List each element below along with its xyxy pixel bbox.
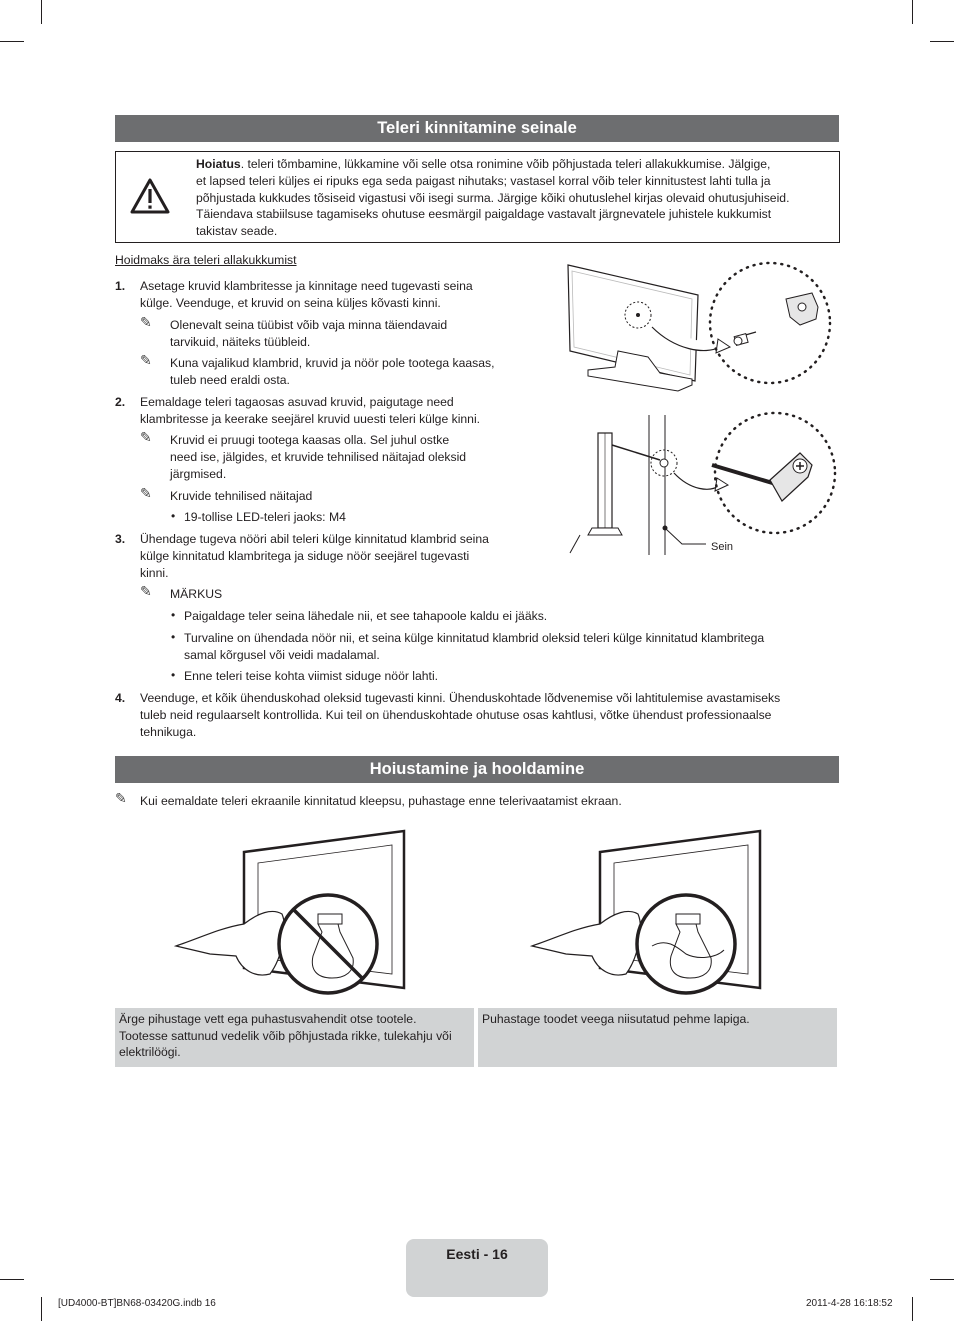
step-3-line: Ühendage tugeva nööri abil teleri külge kinnitatud klambrid seina [140, 532, 489, 546]
step-4-line: tehnikuga. [140, 725, 197, 739]
crop-mark [0, 1279, 24, 1280]
note-line: järgmised. [170, 467, 227, 481]
crop-mark [930, 41, 954, 42]
section-title-wall-mount: Teleri kinnitamine seinale [115, 115, 839, 142]
bullet-text: Enne teleri teise kohta viimist siduge nöör lahti. [184, 669, 439, 683]
step-1-line: Asetage kruvid klambritesse ja kinnitage need tugevasti seina [140, 279, 473, 293]
bullet-text: samal kõrgusel või veidi madalamal. [184, 648, 380, 662]
date-slug: 2011-4-28 16:18:52 [806, 1298, 893, 1309]
note-line: Kuna vajalikud klambrid, kruvid ja nöör pole tootega kaasas, [170, 356, 495, 370]
bullet-text: Paigaldage teler seina lähedale nii, et see tahapoole kaldu ei jääks. [184, 609, 548, 623]
pencil-note-icon: ✎ [115, 790, 127, 806]
file-slug: [UD4000-BT]BN68-03420G.indb 16 [58, 1298, 216, 1309]
crop-mark [912, 1297, 913, 1321]
step-4-line: tuleb neid regulaarselt kontrollida. Kui teil on ühenduskohtade ohutuse osas kahtlusi, võtke ühendust professionaalse [140, 708, 772, 722]
pencil-note-icon: ✎ [140, 352, 152, 368]
step-number: 2. [115, 395, 126, 409]
pencil-note-icon: ✎ [140, 485, 152, 501]
crop-mark [912, 0, 913, 24]
note-line: tarvikuid, näiteks tüübleid. [170, 335, 311, 349]
storage-note: Kui eemaldate teleri ekraanile kinnitatud kleepsu, puhastage enne telerivaatamist ekraan. [140, 794, 622, 808]
note-line: Kruvide tehnilised näitajad [170, 489, 313, 503]
subsection-title: Hoidmaks ära teleri allakukkumist [115, 253, 297, 267]
step-4-line: Veenduge, et kõik ühenduskohad oleksid tugevasti kinni. Ühenduskohtade lõdvenemise või lahtitulemise avastamiseks [140, 691, 781, 705]
step-2-line: Eemaldage teleri tagaosas asuvad kruvid, paigutage need [140, 395, 454, 409]
crop-mark [930, 1279, 954, 1280]
section-title-storage-care: Hoiustamine ja hooldamine [115, 756, 839, 783]
warning-cell: Ärge pihustage vett ega puhastusvahendit otse tootele. Tootesse sattunud vedelik võib põhjustada rikke, tulekahju või elektrilöögi. [115, 1008, 474, 1067]
wall-label: Sein [711, 541, 734, 553]
step-1-line: külge. Veenduge, et kruvid on seina küljes kõvasti kinni. [140, 296, 441, 310]
cleaning-cell: Puhastage toodet veega niisutatud pehme lapiga. [478, 1008, 837, 1067]
step-number: 1. [115, 279, 126, 293]
note-line: tuleb need eraldi osta. [170, 373, 290, 387]
warning-box [115, 151, 840, 243]
bullet: • [171, 630, 176, 644]
warning-label: Hoiatus [196, 157, 241, 171]
step-number: 4. [115, 691, 126, 705]
pencil-note-icon: ✎ [140, 583, 152, 599]
warning-text: Hoiatus. teleri tõmbamine, lükkamine või selle otsa ronimine võib põhjustada teleri allakukkumise. Jälgige, et lapsed teleri küljes ei ripuks ega seda paigast nihutaks; vastasel korral võib teler kinnitustest lahti tulla ja põhjustada kukkudes tõsiseid vigastusi või isegi surma. Järgige kõiki ohutuslehel kirjas olevaid ohutusjuhiseid. Täiendava stabiilsuse tagamiseks ohutuse eesmärgil paigaldage vastavalt järgnevatele juhistele kukkumist takistav seade. [196, 157, 790, 239]
note-line: Olenevalt seina tüübist võib vaja minna täiendavaid [170, 318, 448, 332]
step-3-line: kinni. [140, 566, 169, 580]
step-3-line: külge kinnitatud klambritega ja siduge nöör seejärel tugevasti [140, 549, 470, 563]
pencil-note-icon: ✎ [140, 314, 152, 330]
bullet-text: 19-tollise LED-teleri jaoks: M4 [184, 510, 346, 524]
bullet: • [171, 509, 176, 523]
bullet-text: Turvaline on ühendada nöör nii, et seina külge kinnitatud klambrid oleksid teleri külge kinnitatud klambritega [184, 631, 765, 645]
warning-triangle-icon [130, 178, 170, 214]
crop-mark [0, 41, 24, 42]
bullet: • [171, 668, 176, 682]
do-not-spray-illustration [170, 828, 420, 1000]
note-line: Kruvid ei pruugi tootega kaasas olla. Sel juhul ostke [170, 433, 450, 447]
note-line: need ise, jälgides, et kruvide tehnilised näitajad oleksid [170, 450, 467, 464]
crop-mark [41, 0, 42, 24]
crop-mark [41, 1297, 42, 1321]
step-2-line: klambritesse ja keerake seejärel kruvid uuesti teleri külge kinni. [140, 412, 481, 426]
soft-cloth-illustration [526, 828, 776, 1000]
bullet: • [171, 608, 176, 622]
step-number: 3. [115, 532, 126, 546]
pencil-note-icon: ✎ [140, 429, 152, 445]
page-number: Eesti - 16 [406, 1239, 548, 1297]
tv-wall-mount-illustration [560, 255, 840, 560]
note-title: MÄRKUS [170, 587, 223, 601]
